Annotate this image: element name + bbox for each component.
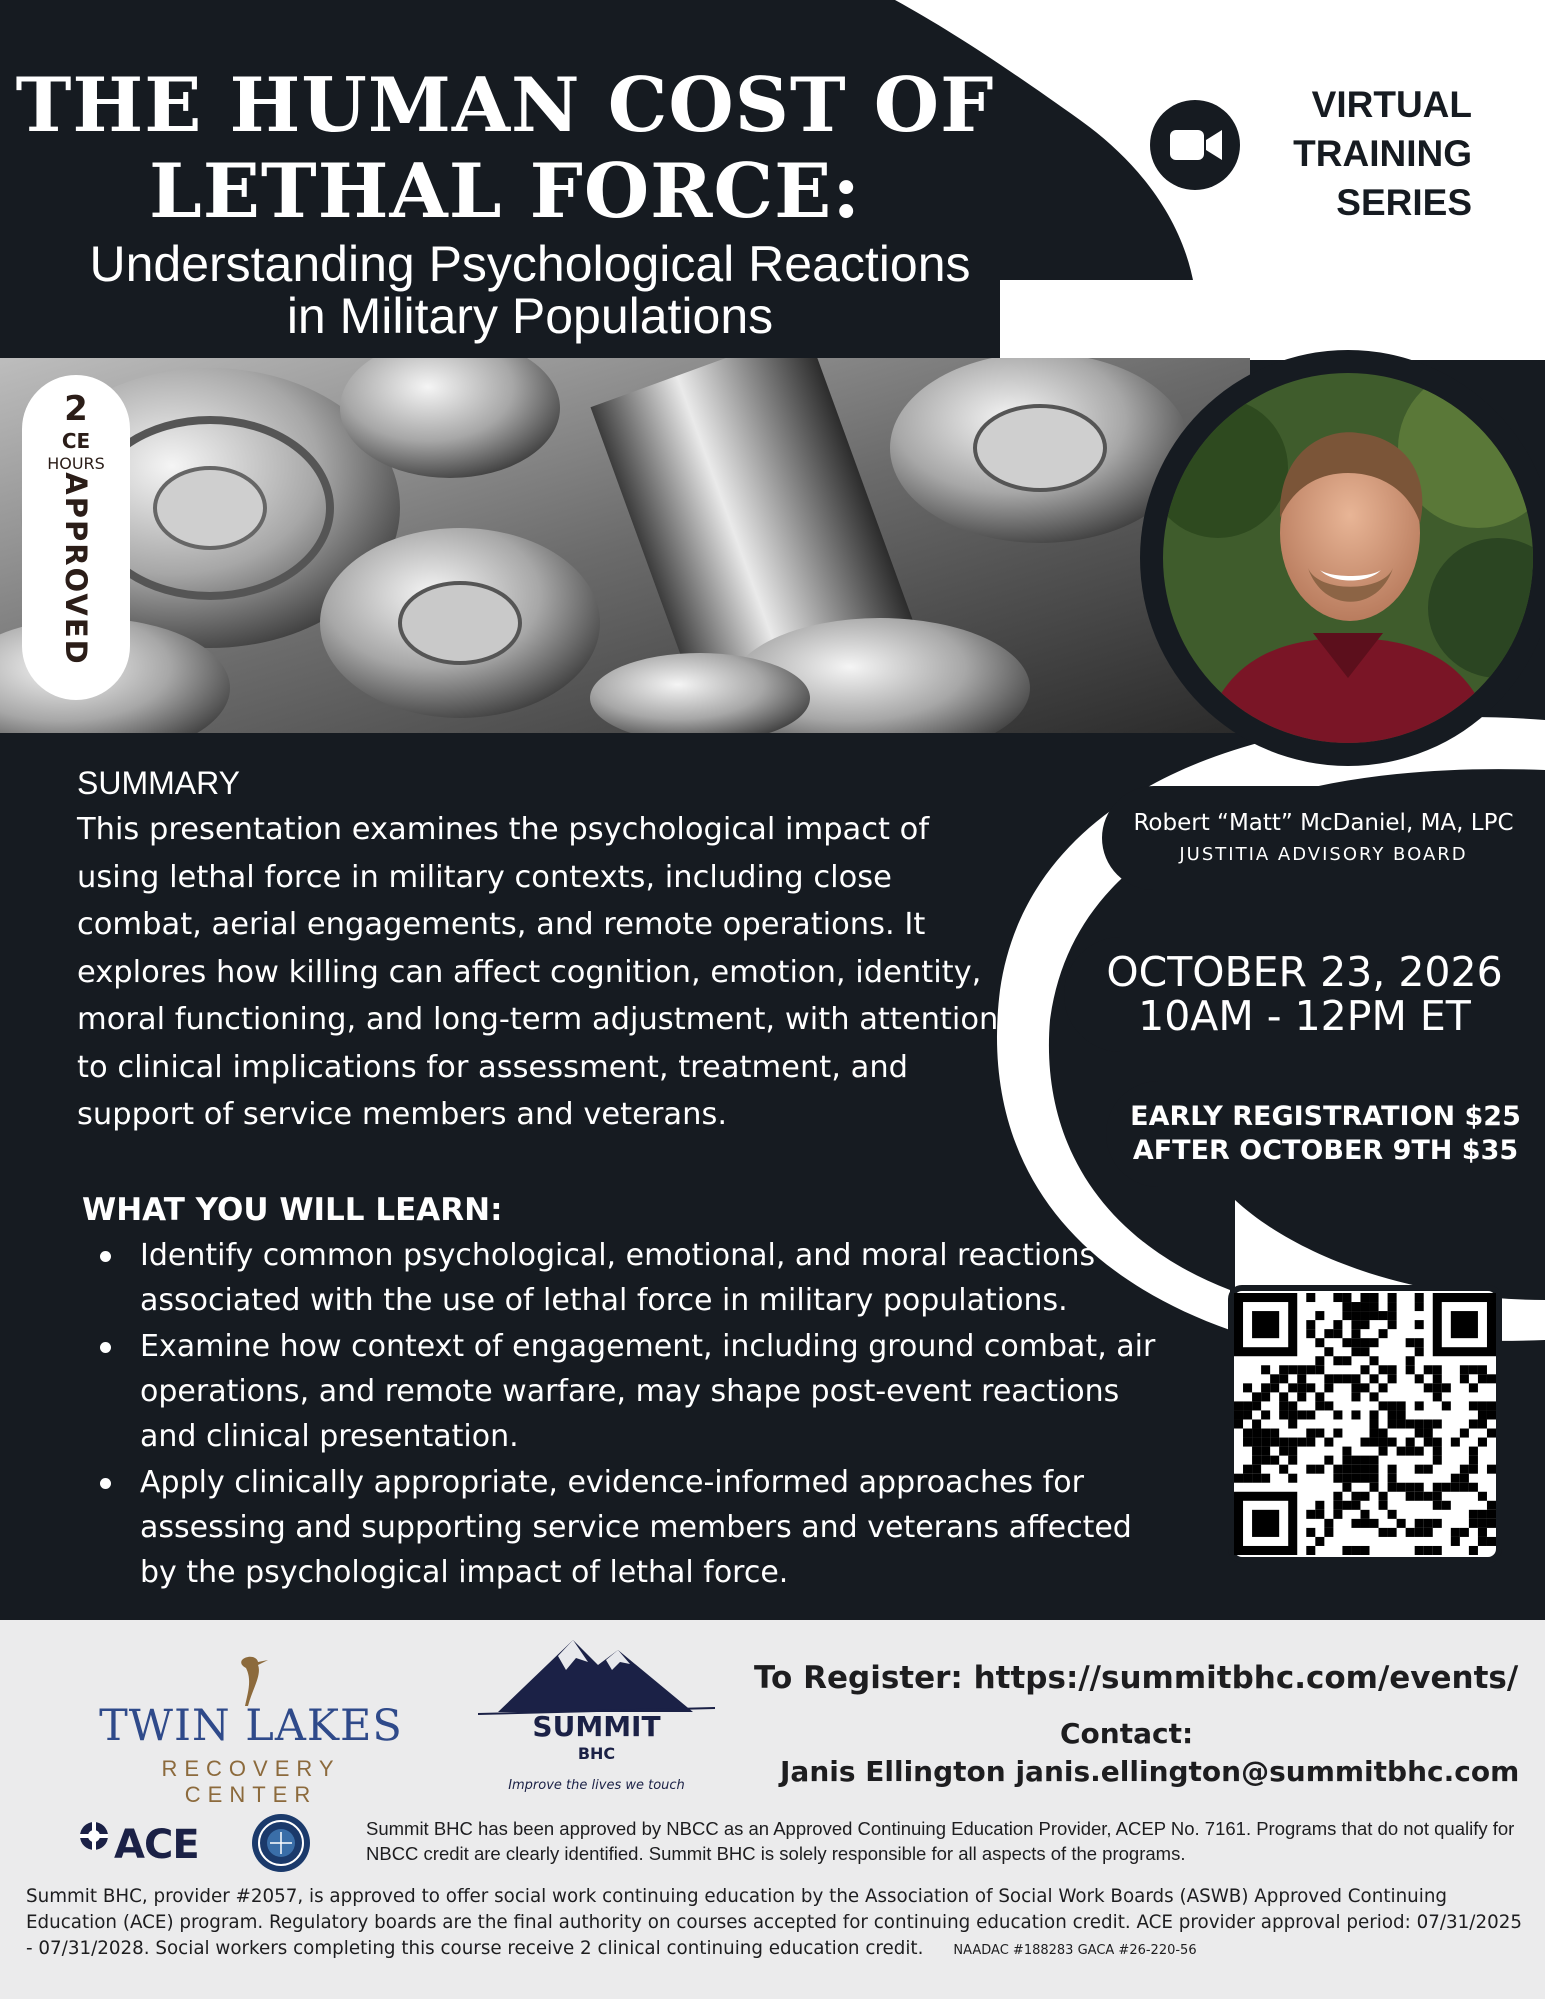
aswb-approval-text [26,1884,1526,1964]
summary-body: This presentation examines the psychological impact of using lethal force in military contexts, including close combat, aerial engagements, and remote operations. It explores how killing can affect cognition, emotion, identity, moral functioning, and long-term adjustment, with attention to clinical implications for assessment, treatment, and support of service members and veterans. [77,812,999,1132]
learn-heading: WHAT YOU WILL LEARN: [82,1192,503,1228]
aswb-text: Summit BHC, provider #2057, is approved to offer social work continuing education by the Association of Social Work Boards (ASWB) Approved Continuing Education (ACE) program. Regulatory boards are the final authority on courses accepted for continuing education credit. ACE provider approval period: 07/31/2025 - 07/31/2028. Social workers completing this course receive 2 clinical continuing education credit. [26,1886,1522,1959]
list-item [100,1324,1170,1459]
learning-objectives-list [100,1233,1170,1596]
summit-mountain-icon [478,1630,715,1716]
register-link[interactable]: To Register: https://summitbhc.com/events/ [754,1660,1519,1696]
objective-text: Identify common psychological, emotional, and moral reactions associated with the use of lethal force in military populations. [140,1238,1096,1318]
objective-text: Examine how context of engagement, including ground combat, air operations, and remote warfare, may shape post-event reactions and clinical presentation. [140,1329,1156,1454]
list-item [100,1233,1170,1323]
bullet-icon [100,1251,111,1262]
title-line-1: THE HUMAN COST OF [15,61,995,149]
provider-ids: NAADAC #188283 GACA #26-220-56 [953,1943,1197,1958]
badge-line-1: VIRTUAL [1311,84,1472,125]
contact-heading: Contact: [1060,1717,1194,1750]
event-date-pill [1064,937,1545,1052]
twin-lakes-subtitle: RECOVERY CENTER [161,1756,341,1807]
qr-code-icon [1234,1291,1496,1557]
speaker-pill [1102,786,1545,890]
subtitle-line-2: in Military Populations [286,288,774,344]
ce-label: CE [61,429,91,453]
subtitle-line-1: Understanding Psychological Reactions [89,236,971,292]
bullet-icon [100,1342,111,1353]
virtual-training-badge [1272,80,1472,227]
title-line-2: LETHAL FORCE: [148,147,862,235]
nbcc-seal-icon [250,1812,312,1874]
ace-logo-text: ACE [114,1822,199,1868]
late-registration-price: AFTER OCTOBER 9TH $35 [1132,1135,1519,1166]
speaker-name: Robert “Matt” McDaniel, MA, LPC [1133,810,1514,836]
video-camera-icon [1150,100,1240,190]
registration-qr-code[interactable] [1228,1285,1502,1563]
objective-text: Apply clinically appropriate, evidence-informed approaches for assessing and supporting service members and veterans affected by the psychological impact of lethal force. [140,1465,1132,1590]
speaker-role: JUSTITIA ADVISORY BOARD [1179,844,1468,865]
ce-hours-approved-badge [22,375,130,700]
nbcc-approval-text: Summit BHC has been approved by NBCC as an Approved Continuing Education Provider, ACEP No. 7161. Programs that do not qualify for NBCC credit are clearly identified. Summit BHC is solely responsible for all aspects of the programs. [366,1818,1515,1864]
twin-lakes-logo-text: TWIN LAKES [99,1701,403,1751]
event-subtitle [30,238,1030,342]
ce-approved-label: APPROVED [59,472,93,666]
summit-tagline: Improve the lives we touch [508,1778,685,1793]
summary-heading: SUMMARY [77,765,240,801]
badge-line-2: TRAINING [1293,133,1472,174]
summit-logo-name: SUMMIT [532,1710,661,1743]
bullet-icon [100,1478,111,1489]
list-item [100,1460,1170,1595]
badge-line-3: SERIES [1336,182,1472,223]
ammunition-image [0,358,1250,733]
early-registration-price: EARLY REGISTRATION $25 [1130,1101,1521,1132]
ce-hours-label: HOURS [47,454,105,473]
contact-email[interactable]: Janis Ellington janis.ellington@summitbhc.com [780,1755,1520,1788]
event-time: 10AM - 12PM ET [1138,992,1471,1040]
summit-logo-bhc: BHC [577,1744,616,1763]
ce-number: 2 [64,389,88,429]
speaker-photo [1138,348,1545,768]
aswb-ace-icon [78,1820,110,1852]
pricing-pill [1106,1081,1545,1187]
event-title [0,62,1010,234]
event-date: OCTOBER 23, 2026 [1106,948,1503,996]
